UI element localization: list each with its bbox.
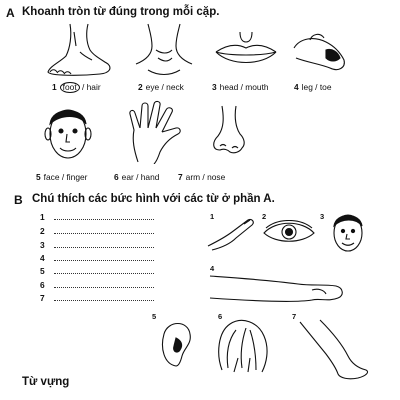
neck-drawing [134,22,194,78]
section-b-title: Chú thích các bức hình với các từ ở phần A. [32,193,275,205]
picture-number-6: 6 [218,312,223,321]
caption-2[interactable]: 2 eye / neck [138,82,184,92]
answer-line-1[interactable]: 1 [40,212,154,222]
caption-3[interactable]: 3 head / mouth [212,82,269,92]
picture-number-3: 3 [320,212,325,221]
eye-drawing [262,220,316,246]
answer-line-2[interactable]: 2 [40,226,154,236]
head-drawing [328,208,368,254]
caption-4[interactable]: 4 leg / toe [294,82,332,92]
section-a-letter: A [6,6,15,20]
answer-line-4[interactable]: 4 [40,253,154,263]
toe-drawing [290,28,350,76]
caption-1[interactable]: 1 foot / hair [52,82,101,92]
caption-6[interactable]: 6 ear / hand [114,172,160,182]
picture-number-7: 7 [292,312,297,321]
picture-number-5: 5 [152,312,157,321]
arm-drawing [208,272,346,308]
finger-drawing [206,216,256,252]
answer-line-5[interactable]: 5 [40,266,154,276]
mouth-drawing [210,30,280,70]
answer-line-3[interactable]: 3 [40,240,154,250]
leg-drawing [296,318,372,382]
nose-drawing [200,104,256,160]
answer-line-7[interactable]: 7 [40,293,154,303]
ear-drawing [156,318,196,370]
circled-answer: foot [60,82,80,93]
caption-5[interactable]: 5 face / finger [36,172,88,182]
answer-line-6[interactable]: 6 [40,280,154,290]
picture-number-4: 4 [210,264,215,273]
picture-number-2: 2 [262,212,267,221]
vocabulary-heading: Từ vựng [22,376,70,388]
caption-7[interactable]: 7 arm / nose [178,172,226,182]
hand-drawing [124,100,188,164]
face-drawing [40,100,96,164]
hair-drawing [212,318,272,374]
picture-number-1: 1 [210,212,215,221]
foot-drawing [40,22,114,78]
section-b-letter: B [14,193,23,207]
section-a-title: Khoanh tròn từ đúng trong mỗi cặp. [22,6,220,18]
